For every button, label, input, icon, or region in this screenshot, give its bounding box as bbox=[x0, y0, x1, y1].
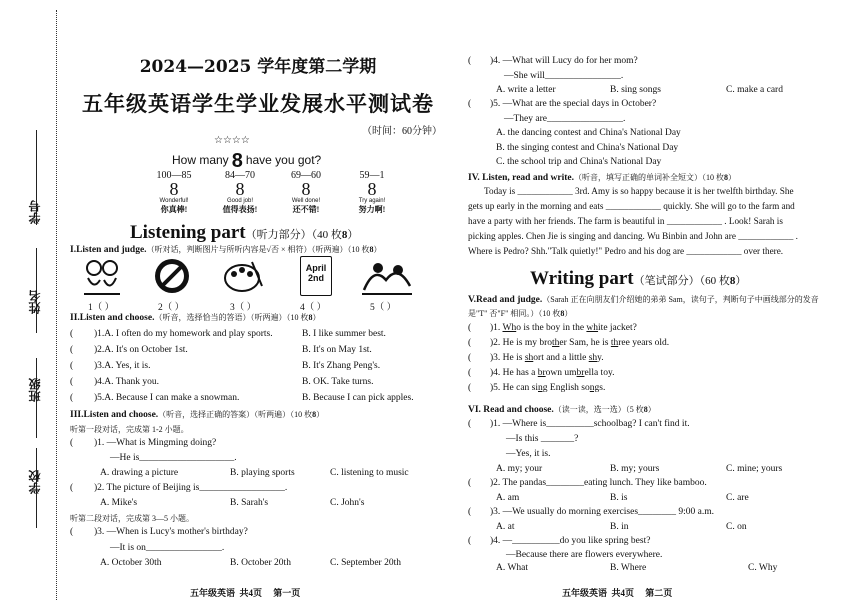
picture-blank[interactable]: 2（ ） bbox=[158, 303, 185, 313]
question-answer-line: —It is on________________. bbox=[110, 543, 225, 553]
exam-main-title: 五年级英语学生学业发展水平测试卷 bbox=[82, 91, 434, 116]
option-c: C. on bbox=[726, 522, 747, 532]
judge-text: o is the boy in the bbox=[516, 323, 587, 333]
judge-item bbox=[490, 323, 637, 333]
section-3-title: III.Listen and choose. bbox=[70, 410, 159, 420]
section-6-inst-text: （读一读，选一选）（5 枚 bbox=[553, 405, 644, 414]
answer-paren: ( bbox=[70, 527, 74, 537]
writing-heading-text: Writing part bbox=[530, 268, 634, 289]
question-text: )2.A. It's on October 1st. bbox=[94, 345, 188, 355]
answer-prompt: —They are bbox=[504, 114, 547, 124]
underlined-sound: th bbox=[610, 338, 619, 348]
judge-text: ella toy. bbox=[584, 368, 615, 378]
section-5-title: V.Read and judge. bbox=[468, 295, 543, 305]
option-b: B. I like summer best. bbox=[302, 329, 386, 339]
calendar-day: 2nd bbox=[307, 273, 324, 283]
judge-item bbox=[490, 353, 604, 363]
cup-icon: 8 bbox=[169, 179, 179, 199]
section-6-instruction: （读一读，选一选）（5 枚8） bbox=[553, 405, 656, 414]
option-b: B. It's on May 1st. bbox=[302, 345, 372, 355]
option-c: C. the school trip and China's National Day bbox=[496, 157, 662, 167]
option-a: A. the dancing contest and China's National Day bbox=[496, 128, 681, 138]
score-praise-cn: 值得表扬! bbox=[222, 205, 258, 214]
picture-blank[interactable]: 5（ ） bbox=[370, 303, 397, 313]
answer-paren: ( bbox=[468, 478, 472, 488]
score-praise-en: Wonderful! bbox=[159, 198, 189, 204]
question-text: )4. —What will Lucy do for her mom? bbox=[490, 56, 638, 66]
score-range: 59—1 bbox=[359, 170, 385, 181]
option-c: C. mine; yours bbox=[726, 464, 783, 474]
option-b: B. October 20th bbox=[230, 558, 291, 568]
section-5-inst-end: ） bbox=[564, 309, 573, 318]
option-b: B. OK. Take turns. bbox=[302, 377, 374, 387]
answer-prompt: —It is on bbox=[110, 543, 146, 553]
question-text: )4.A. Thank you. bbox=[94, 377, 159, 387]
score-praise-cn: 努力啊! bbox=[358, 205, 386, 214]
option-b: B. playing sports bbox=[230, 468, 295, 478]
answer-paren: ( bbox=[468, 338, 472, 348]
question-text: )3. —When is Lucy's mother's birthday? bbox=[94, 527, 248, 537]
score-8-icon: 8 bbox=[231, 150, 243, 172]
cup-icon: 8 bbox=[235, 179, 245, 199]
question-answer-line: —They are________________. bbox=[504, 114, 626, 124]
section-5-instruction-a: （Sarah 正在向朋友们介绍她的弟弟 Sam，读句子，判断句子中画线部分的发音 bbox=[542, 295, 819, 304]
section-3-inst-text: （听音，选择正确的答案）（听两遍）（10 枚 bbox=[158, 410, 313, 419]
option-a: A. my; your bbox=[496, 464, 543, 474]
question-row: ( bbox=[70, 329, 74, 339]
have-you-got-text: have you got? bbox=[245, 153, 322, 167]
underlined-sound: sh bbox=[588, 353, 598, 363]
question-text: )3.A. Yes, it is. bbox=[94, 361, 151, 371]
passage-line: picking apples. Chen Jie is singing and dancing. Wu Binbin and John are ____________ . bbox=[468, 231, 798, 241]
judge-text: English so bbox=[547, 383, 590, 393]
underlined-sound: Wh bbox=[502, 323, 517, 333]
question-text: )1. —Where is__________schoolbag? I can't find it. bbox=[490, 419, 690, 429]
section-1-inst-text: （听对话，判断图片与所听内容是√否 × 相符）（听两遍）（10 枚 bbox=[146, 245, 370, 254]
judge-text: ite jacket? bbox=[598, 323, 637, 333]
section-2-title: II.Listen and choose. bbox=[70, 313, 155, 323]
section-6-title: VI. Read and choose. bbox=[468, 405, 554, 415]
option-a: A. am bbox=[496, 493, 520, 503]
answer-paren: ( bbox=[468, 368, 472, 378]
answer-prompt: —She will bbox=[504, 71, 545, 81]
star-decoration: ☆☆☆☆ bbox=[214, 135, 250, 146]
answer-paren: ( bbox=[468, 99, 472, 109]
cup-icon: 8 bbox=[367, 179, 377, 199]
page-footer: 五年级英语 共4页 第二页 bbox=[562, 588, 673, 598]
monkey-picture-icon bbox=[80, 256, 124, 296]
how-many-banner bbox=[172, 150, 322, 172]
judge-text: )1. bbox=[490, 323, 503, 333]
listening-heading-paren: （听力部分）（40 枚8） bbox=[245, 229, 359, 241]
answer-paren: ( bbox=[468, 419, 472, 429]
exam-page-2 bbox=[462, 0, 854, 608]
section-1-instruction: （听对话，判断图片与所听内容是√否 × 相符）（听两遍）（10 枚8） bbox=[146, 245, 382, 254]
listening-heading bbox=[130, 222, 358, 244]
judge-text: )2. He is my bro bbox=[490, 338, 553, 348]
score-band bbox=[142, 170, 206, 215]
section-2-instruction: （听音，选择恰当的答语）（听两遍）（10 枚8） bbox=[154, 313, 321, 322]
underlined-sound: ng bbox=[589, 383, 600, 393]
cut-dotted-line bbox=[56, 10, 57, 600]
question-text: —Is this _______? bbox=[506, 434, 579, 444]
score-band bbox=[340, 170, 404, 215]
section-4-inst-end: ） bbox=[728, 173, 737, 182]
writing-heading bbox=[530, 268, 746, 290]
option-b: B. in bbox=[610, 522, 629, 532]
score-band bbox=[208, 170, 272, 215]
section-4-inst-text: （听音，填写正确的单词补全短文）（10 枚 bbox=[574, 173, 725, 182]
answer-paren: ( bbox=[468, 383, 472, 393]
class-label: 班级 bbox=[28, 378, 42, 402]
exam-year-title: 2024—2025 学年度第二学期 bbox=[139, 57, 377, 77]
writing-points: （笔试部分）（60 枚 bbox=[633, 275, 730, 287]
underlined-sound: ng bbox=[538, 383, 548, 393]
judge-item bbox=[490, 368, 614, 378]
answer-prompt: —He is bbox=[110, 453, 140, 463]
dialog-note: 听第二段对话，完成第 3—5 小题。 bbox=[70, 514, 194, 523]
answer-paren: ( bbox=[70, 438, 74, 448]
underlined-sound: th bbox=[552, 338, 560, 348]
picture-blank[interactable]: 4（ ） bbox=[300, 303, 327, 313]
section-4-title: IV. Listen, read and write. bbox=[468, 173, 575, 183]
judge-text: er Sam, he is bbox=[559, 338, 611, 348]
question-text: )2. The picture of Beijing is bbox=[94, 483, 200, 493]
option-c: C. John's bbox=[330, 498, 365, 508]
section-4-instruction: （听音，填写正确的单词补全短文）（10 枚8） bbox=[574, 173, 737, 182]
option-b: B. the singing contest and China's National Day bbox=[496, 143, 679, 153]
question-row: ( bbox=[70, 361, 74, 371]
section-5-instruction-b: 是"T" 否"F" 相同。）（10 枚8） bbox=[468, 309, 573, 318]
section-1-inst-end: ） bbox=[373, 245, 382, 254]
option-b: B. is bbox=[610, 493, 628, 503]
dialog-note: 听第一段对话，完成第 1-2 小题。 bbox=[70, 425, 189, 434]
section-5-inst-text: 是"T" 否"F" 相同。）（10 枚 bbox=[468, 309, 561, 318]
answer-paren: ( bbox=[70, 483, 74, 493]
question-text: )4. —__________do you like spring best? bbox=[490, 536, 651, 546]
score-range: 69—60 bbox=[291, 170, 321, 181]
calendar-picture bbox=[300, 256, 332, 296]
score-praise-cn: 你真棒! bbox=[160, 205, 188, 214]
question-text: —Because there are flowers everywhere. bbox=[506, 550, 663, 560]
calendar-month: April bbox=[305, 263, 327, 273]
section-5-heading bbox=[468, 294, 819, 305]
listening-heading-text: Listening part bbox=[130, 222, 246, 243]
judge-text: ree years old. bbox=[618, 338, 670, 348]
answer-paren: ( bbox=[468, 353, 472, 363]
answer-paren: ( bbox=[468, 56, 472, 66]
passage-line: Where is Pedro? Shh."Talk quietly!" Pedro and his dog are ____________ over there. bbox=[468, 246, 784, 256]
option-a: A. October 30th bbox=[100, 558, 162, 568]
children-playing-picture-icon bbox=[360, 256, 414, 296]
section-2-heading bbox=[70, 312, 320, 323]
question-text: )1. —What is Mingming doing? bbox=[94, 438, 217, 448]
question-text: )2. The pandas________eating lunch. They like bamboo. bbox=[490, 478, 707, 488]
answer-paren: ( bbox=[468, 507, 472, 517]
judge-text: y. bbox=[597, 353, 604, 363]
section-6-heading bbox=[468, 404, 656, 415]
passage-line: gets up early in the morning and eats ____________ quickly. She will go to the farm and bbox=[468, 201, 795, 211]
passage-line: Today is ____________ 3rd. Amy is so happy because it is her twelfth birthday. She bbox=[484, 186, 794, 196]
option-a: A. write a letter bbox=[496, 85, 556, 95]
writing-paren-end: ） bbox=[735, 275, 747, 287]
judge-item bbox=[490, 383, 605, 393]
section-1-heading bbox=[70, 244, 381, 255]
section-1-title: I.Listen and judge. bbox=[70, 245, 147, 255]
picture-blank[interactable]: 3（ ） bbox=[230, 303, 257, 313]
option-a: A. at bbox=[496, 522, 515, 532]
question-text: )3. —We usually do morning exercises________ 9:00 a.m. bbox=[490, 507, 715, 517]
judge-text: )5. He can si bbox=[490, 383, 539, 393]
section-6-inst-end: ） bbox=[647, 405, 656, 414]
option-c: C. are bbox=[726, 493, 749, 503]
section-3-heading bbox=[70, 409, 324, 420]
binding-strip bbox=[0, 0, 58, 608]
answer-paren: ( bbox=[468, 536, 472, 546]
exam-time: （时间：60分钟） bbox=[362, 126, 442, 137]
section-4-heading bbox=[468, 172, 736, 183]
page-footer: 五年级英语 共4页 第一页 bbox=[190, 588, 301, 598]
score-praise-en: Try again! bbox=[358, 198, 386, 204]
option-b: B. It's Zhang Peng's. bbox=[302, 361, 381, 371]
school-label: 学校 bbox=[28, 470, 42, 494]
underlined-sound: br bbox=[537, 368, 546, 378]
underlined-sound: br bbox=[576, 368, 585, 378]
listening-paren-end: ） bbox=[347, 229, 359, 241]
option-a: A. What bbox=[496, 563, 529, 573]
score-range: 84—70 bbox=[225, 170, 255, 181]
score-band bbox=[274, 170, 338, 215]
name-label: 姓名 bbox=[28, 290, 42, 314]
underlined-sound: wh bbox=[586, 323, 599, 333]
option-c: C. listening to music bbox=[330, 468, 409, 478]
score-praise-en: Good job! bbox=[226, 198, 254, 204]
judge-text: )4. He has a bbox=[490, 368, 538, 378]
option-c: C. make a card bbox=[726, 85, 783, 95]
question-answer-line: —She will________________. bbox=[504, 71, 624, 81]
picture-blank[interactable]: 1（ ） bbox=[88, 303, 115, 313]
option-c: C. Why bbox=[748, 563, 778, 573]
how-many-text: How many bbox=[172, 153, 229, 167]
student-id-label: 学号 bbox=[28, 200, 42, 224]
score-praise-en: Well done! bbox=[291, 198, 321, 204]
option-c: C. September 20th bbox=[330, 558, 401, 568]
section-3-instruction: （听音，选择正确的答案）（听两遍）（10 枚8） bbox=[158, 410, 325, 419]
question-text: )5. —What are the special days in October? bbox=[490, 99, 657, 109]
exam-page-1 bbox=[62, 0, 454, 608]
question-answer-line: —He is____________________. bbox=[110, 453, 237, 463]
question-answer-line: )2. The picture of Beijing is__________________. bbox=[94, 483, 288, 493]
score-range: 100—85 bbox=[156, 170, 192, 181]
question-row: ( bbox=[70, 393, 74, 403]
question-row: ( bbox=[70, 345, 74, 355]
option-b: B. my; yours bbox=[610, 464, 660, 474]
option-a: A. Mike's bbox=[100, 498, 138, 508]
option-a: A. drawing a picture bbox=[100, 468, 179, 478]
no-ball-games-sign-icon bbox=[150, 256, 194, 296]
judge-text: )3. He is bbox=[490, 353, 525, 363]
paint-palette-icon bbox=[222, 256, 266, 296]
option-b: B. Because I can pick apples. bbox=[302, 393, 414, 403]
option-b: B. Sarah's bbox=[230, 498, 269, 508]
option-b: B. sing songs bbox=[610, 85, 661, 95]
question-text: )1.A. I often do my homework and play sports. bbox=[94, 329, 273, 339]
question-text: )5.A. Because I can make a snowman. bbox=[94, 393, 240, 403]
section-3-inst-end: ） bbox=[316, 410, 325, 419]
option-b: B. Where bbox=[610, 563, 647, 573]
passage-line: have a party with her friends. The farm is beautiful in ____________ . Look! Sarah is bbox=[468, 216, 783, 226]
listening-points: （听力部分）（40 枚 bbox=[245, 229, 342, 241]
score-praise-cn: 还不错! bbox=[292, 205, 320, 214]
answer-paren: ( bbox=[468, 323, 472, 333]
cup-icon: 8 bbox=[301, 179, 311, 199]
section-2-inst-end: ） bbox=[312, 313, 321, 322]
question-row: ( bbox=[70, 377, 74, 387]
judge-text: s. bbox=[599, 383, 606, 393]
section-2-inst-text: （听音，选择恰当的答语）（听两遍）（10 枚 bbox=[154, 313, 309, 322]
judge-text: ort and a little bbox=[533, 353, 589, 363]
question-text: —Yes, it is. bbox=[506, 449, 551, 459]
underlined-sound: sh bbox=[524, 353, 534, 363]
judge-text: own um bbox=[545, 368, 577, 378]
writing-heading-paren: （笔试部分）（60 枚8） bbox=[633, 275, 747, 287]
judge-item bbox=[490, 338, 669, 348]
